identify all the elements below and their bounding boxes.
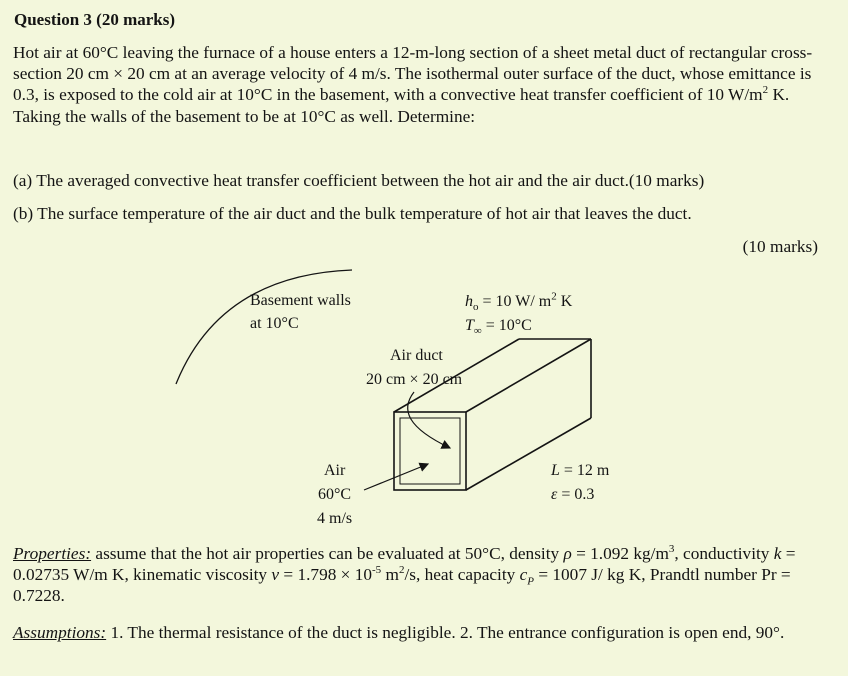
ambient-temperature-label: $T_\infty = 10^\circ C$ bbox=[465, 317, 532, 338]
problem-statement: Hot air at 60°C leaving the furnace of a house enters a 12-m-long section of a sheet metal duct of rectangular cross-section 20 cm × 20 cm at an average velocity of 4 m/s. The isothermal outer surface of the duct, whose emittance is 0.3, is exposed to the cold air at 10°C in the basement, with a convective heat transfer coefficient of 10 $W/m^2$ K. Taking the walls of the basement to be at 10°C as well. Determine: bbox=[13, 43, 813, 126]
assumptions-paragraph: Assumptions: 1. The thermal resistance of the duct is negligible. 2. The entrance configuration is open end, 90°. bbox=[13, 623, 785, 642]
duct-label-line2: 20 cm × 20 cm bbox=[366, 371, 463, 388]
basement-label-line2: at 10°C bbox=[250, 315, 299, 332]
air-label-line1: Air bbox=[324, 462, 346, 479]
length-label: L = 12 m bbox=[551, 462, 610, 479]
basement-label-line1: Basement walls bbox=[250, 292, 351, 309]
part-b-marks: (10 marks) bbox=[742, 237, 818, 256]
question-title: Question 3 (20 marks) bbox=[14, 10, 176, 29]
emittance-label: ε = 0.3 bbox=[551, 486, 595, 503]
part-a: (a) The averaged convective heat transfer coefficient between the hot air and the air duct.(10 marks) bbox=[13, 171, 705, 190]
air-flow-arrow bbox=[364, 464, 428, 490]
air-label-line3: 4 m/s bbox=[317, 510, 353, 527]
air-label-line2: 60°C bbox=[318, 486, 352, 503]
properties-paragraph: Properties: assume that the hot air properties can be evaluated at 50°C, density ρ = 1.092 $kg/m^3$, conductivity k = 0.02735 W/m K, kinematic viscosity $v = 1.798 \times 10^{-5}$ $m^2/s$, heat capacity $c_P = 1007$ J/ kg K, Prandtl number Pr = 0.7228. bbox=[13, 543, 796, 606]
duct-label-line1: Air duct bbox=[390, 347, 443, 364]
convection-coefficient-label: $h_o = 10$ W/ $m^2$ K bbox=[465, 290, 573, 314]
part-b: (b) The surface temperature of the air duct and the bulk temperature of hot air that leaves the duct. bbox=[13, 204, 692, 223]
